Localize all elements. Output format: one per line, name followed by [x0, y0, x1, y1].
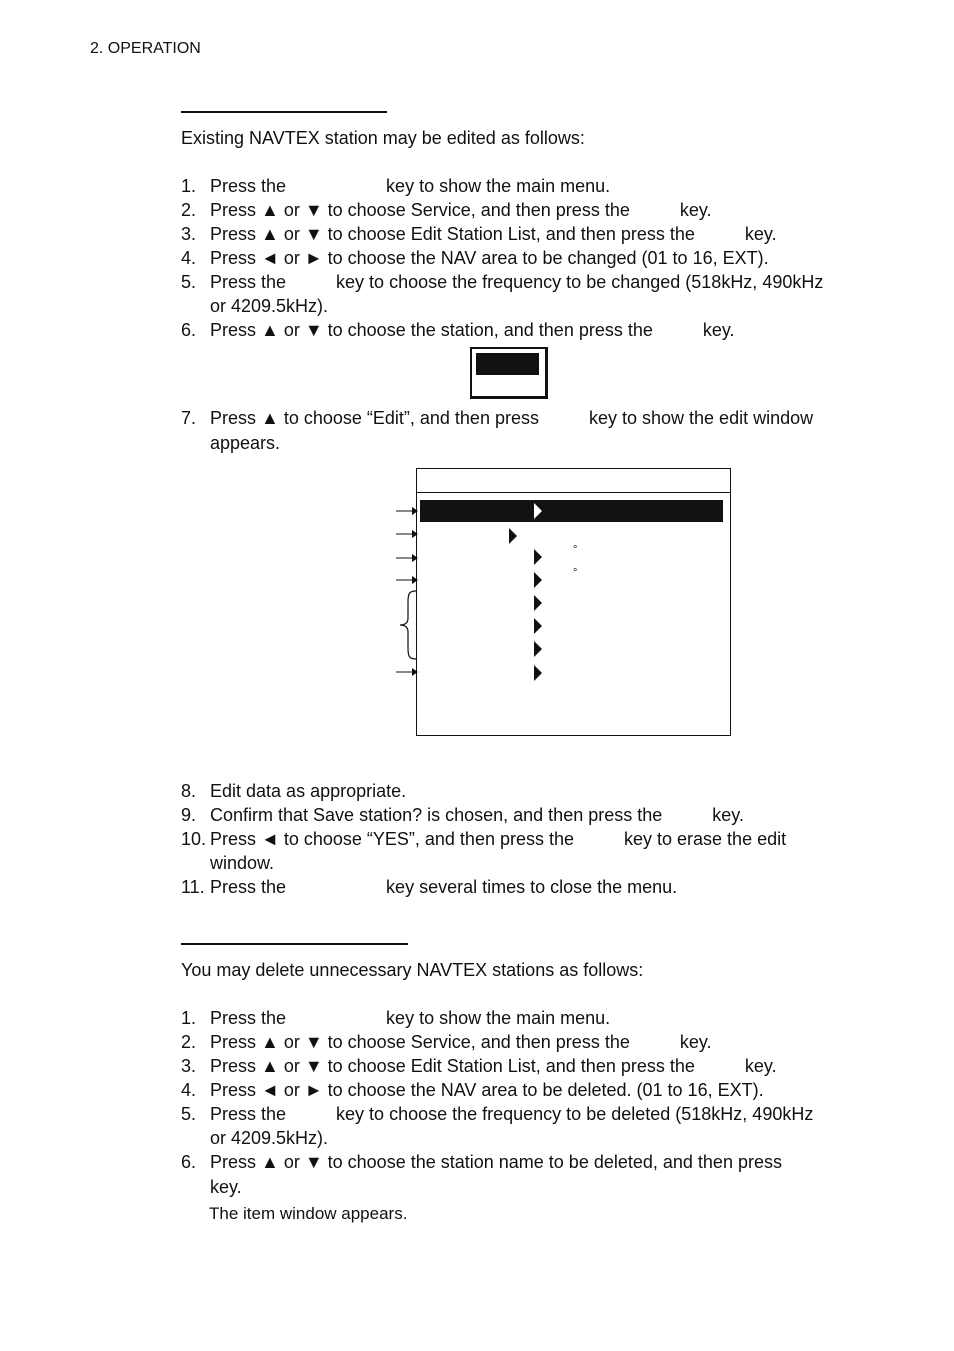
step-text: Press ▲ or ▼ to choose the station, and then press the key.	[210, 320, 735, 340]
step-continuation: or 4209.5kHz).	[210, 1128, 329, 1148]
triangle-right-icon	[534, 503, 542, 519]
step-text: Press ▲ or ▼ to choose Edit Station List, and then press the key.	[210, 1056, 777, 1076]
window-title-divider	[417, 492, 730, 493]
step-continuation: key.	[210, 1177, 242, 1197]
triangle-right-icon	[534, 618, 542, 634]
step-number: 6.	[181, 1152, 197, 1172]
step-number: 4.	[181, 1080, 197, 1100]
triangle-right-icon	[534, 549, 542, 565]
step-number: 9.	[181, 805, 197, 825]
step-continuation: or 4209.5kHz).	[210, 296, 329, 316]
page-header: 2. OPERATION	[90, 40, 201, 57]
step-number: 5.	[181, 272, 197, 292]
step-number: 2.	[181, 200, 197, 220]
step-continuation: appears.	[210, 433, 281, 453]
degree-symbol: °	[573, 544, 578, 556]
degree-symbol: °	[573, 567, 578, 579]
step-text: Press the key to show the main menu.	[210, 1008, 611, 1028]
arrow-right-icon	[396, 552, 418, 564]
step-text: Edit data as appropriate.	[210, 781, 407, 801]
step-text: Press ▲ or ▼ to choose Service, and then press the key.	[210, 1032, 712, 1052]
step-number: 10.	[181, 829, 207, 849]
arrow-right-icon	[396, 528, 418, 540]
step-text: Press ◄ to choose “YES”, and then press the key to erase the edit	[210, 829, 787, 849]
arrow-right-icon	[396, 666, 418, 678]
step-text: Press ◄ or ► to choose the NAV area to be changed (01 to 16, EXT).	[210, 248, 769, 268]
edit-delete-popup	[470, 347, 548, 399]
triangle-right-icon	[534, 572, 542, 588]
step-text: Press the key to choose the frequency to be deleted (518kHz, 490kHz	[210, 1104, 814, 1124]
arrow-right-icon	[396, 505, 418, 517]
step-number: 7.	[181, 408, 197, 428]
step-number: 4.	[181, 248, 197, 268]
step-number: 6.	[181, 320, 197, 340]
step-number: 2.	[181, 1032, 197, 1052]
step-number: 1.	[181, 176, 197, 196]
step-text: Press ▲ or ▼ to choose the station name to be deleted, and then press	[210, 1152, 782, 1172]
step-number: 11.	[181, 877, 205, 897]
window-selected-row	[420, 500, 723, 522]
arrow-right-icon	[396, 574, 418, 586]
step-number: 3.	[181, 1056, 197, 1076]
step-number: 1.	[181, 1008, 197, 1028]
triangle-right-icon	[534, 665, 542, 681]
triangle-right-icon	[534, 595, 542, 611]
step-text: Press the key to choose the frequency to be changed (518kHz, 490kHz	[210, 272, 824, 292]
step-text: Press ◄ or ► to choose the NAV area to be deleted. (01 to 16, EXT).	[210, 1080, 764, 1100]
step-number: 8.	[181, 781, 197, 801]
step-text: Press the key to show the main menu.	[210, 176, 611, 196]
step-text: Confirm that Save station? is chosen, and then press the key.	[210, 805, 744, 825]
section-heading-rule	[181, 943, 408, 945]
step-text: Press ▲ or ▼ to choose Service, and then press the key.	[210, 200, 712, 220]
delete-intro: You may delete unnecessary NAVTEX stations as follows:	[181, 960, 644, 980]
item-window-note: The item window appears.	[209, 1204, 408, 1223]
step-number: 3.	[181, 224, 197, 244]
step-number: 5.	[181, 1104, 197, 1124]
edit-window	[416, 468, 731, 736]
step-text: Press ▲ or ▼ to choose Edit Station List, and then press the key.	[210, 224, 777, 244]
step-text: Press the key several times to close the menu.	[210, 877, 678, 897]
triangle-right-icon	[534, 641, 542, 657]
triangle-right-icon	[509, 528, 517, 544]
popup-selected-item	[476, 353, 539, 375]
step-continuation: window.	[210, 853, 275, 873]
edit-intro: Existing NAVTEX station may be edited as follows:	[181, 128, 585, 148]
step-text: Press ▲ to choose “Edit”, and then press key to show the edit window	[210, 408, 814, 428]
left-brace-icon	[398, 590, 418, 660]
section-heading-rule	[181, 111, 387, 113]
